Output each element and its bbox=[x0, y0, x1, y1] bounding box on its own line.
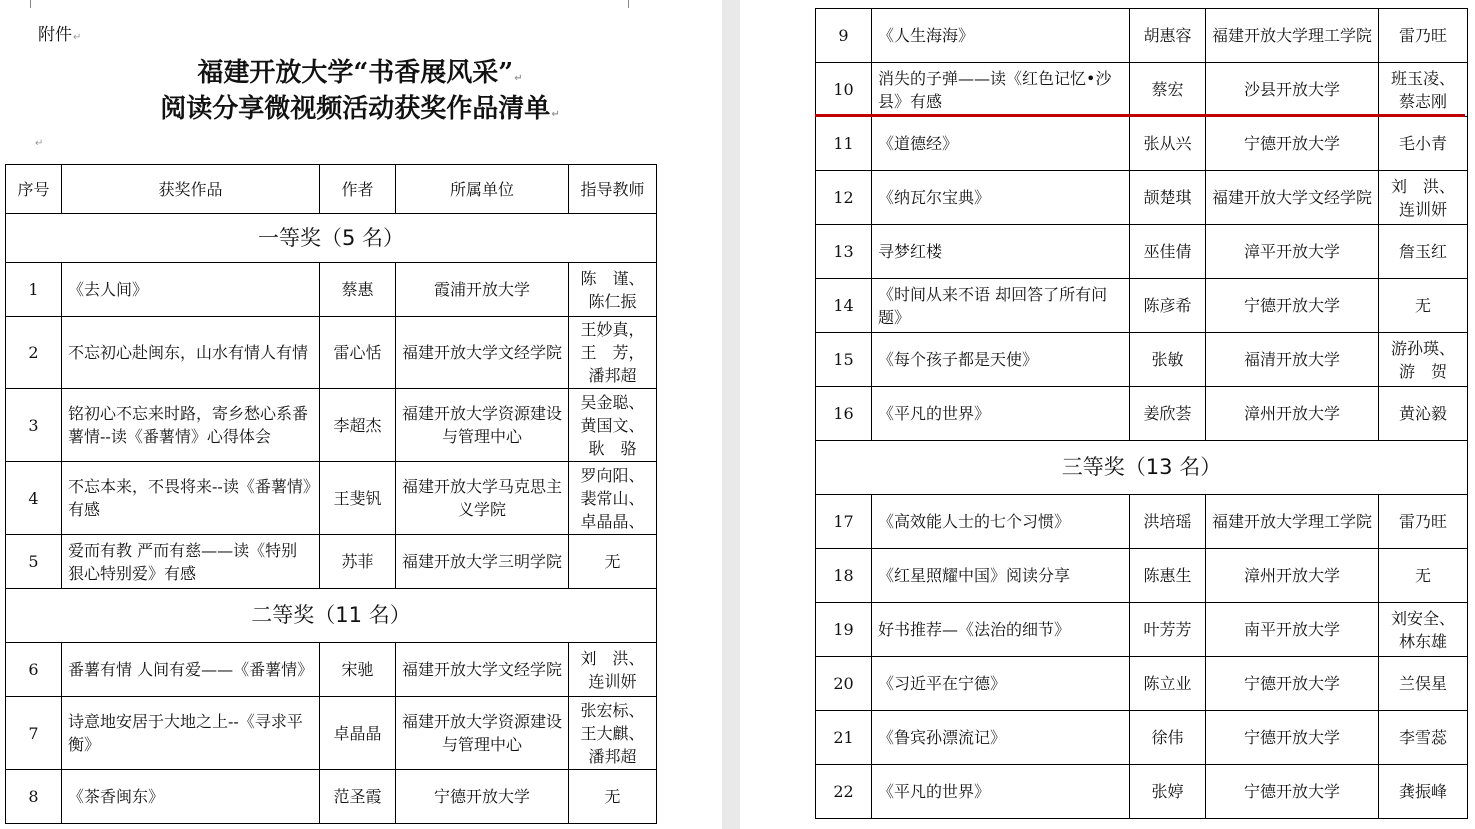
teacher-names: 班玉凌、蔡志刚 bbox=[1379, 63, 1468, 117]
teacher-names: 罗向阳、裴常山、卓晶晶、 bbox=[569, 462, 657, 535]
table-row bbox=[6, 317, 657, 389]
author-name: 胡惠容 bbox=[1130, 9, 1206, 63]
work-title: 《去人间》 bbox=[62, 263, 320, 317]
table-row bbox=[816, 225, 1468, 279]
work-title: 《茶香闽东》 bbox=[62, 770, 320, 824]
awards-table-left bbox=[5, 164, 657, 824]
author-name: 蔡惠 bbox=[320, 263, 396, 317]
teacher-names: 王妙真，王 芳，潘邦超 bbox=[569, 317, 657, 389]
teacher-names: 兰俣星 bbox=[1379, 657, 1468, 711]
row-number: 10 bbox=[816, 63, 872, 117]
author-name: 张从兴 bbox=[1130, 117, 1206, 171]
work-title: 《鲁宾孙漂流记》 bbox=[872, 711, 1130, 765]
author-name: 宋驰 bbox=[320, 643, 396, 697]
unit-name: 南平开放大学 bbox=[1206, 603, 1379, 657]
author-name: 洪培瑶 bbox=[1130, 495, 1206, 549]
author-name: 苏菲 bbox=[320, 535, 396, 589]
section-row-first-prize bbox=[6, 214, 657, 263]
author-name: 雷心恬 bbox=[320, 317, 396, 389]
author-name: 颉楚琪 bbox=[1130, 171, 1206, 225]
work-title: 寻梦红楼 bbox=[872, 225, 1130, 279]
unit-name: 宁德开放大学 bbox=[1206, 279, 1379, 333]
teacher-names: 游孙瑛、游 贺 bbox=[1379, 333, 1468, 387]
awards-table-right bbox=[815, 8, 1468, 819]
teacher-names: 龚振峰 bbox=[1379, 765, 1468, 819]
work-title: 《纳瓦尔宝典》 bbox=[872, 171, 1130, 225]
section-first-prize: 一等奖（5 名） bbox=[6, 214, 657, 263]
unit-name: 福建开放大学马克思主义学院 bbox=[396, 462, 569, 535]
author-name: 张敏 bbox=[1130, 333, 1206, 387]
row-number: 4 bbox=[6, 462, 62, 535]
table-row bbox=[816, 603, 1468, 657]
unit-name: 福建开放大学文经学院 bbox=[396, 317, 569, 389]
teacher-names: 无 bbox=[569, 770, 657, 824]
unit-name: 漳州开放大学 bbox=[1206, 549, 1379, 603]
unit-name: 福建开放大学文经学院 bbox=[1206, 171, 1379, 225]
work-title: 《每个孩子都是天使》 bbox=[872, 333, 1130, 387]
work-title: 《红星照耀中国》阅读分享 bbox=[872, 549, 1130, 603]
section-row-second-prize bbox=[6, 589, 657, 643]
unit-name: 福建开放大学资源建设与管理中心 bbox=[396, 697, 569, 770]
document-page-right bbox=[740, 0, 1475, 829]
unit-name: 福建开放大学文经学院 bbox=[396, 643, 569, 697]
row-number: 15 bbox=[816, 333, 872, 387]
table-row bbox=[816, 333, 1468, 387]
unit-name: 霞浦开放大学 bbox=[396, 263, 569, 317]
unit-name: 福建开放大学三明学院 bbox=[396, 535, 569, 589]
author-name: 陈立业 bbox=[1130, 657, 1206, 711]
unit-name: 宁德开放大学 bbox=[1206, 657, 1379, 711]
table-row bbox=[6, 643, 657, 697]
work-title: 《平凡的世界》 bbox=[872, 765, 1130, 819]
author-name: 叶芳芳 bbox=[1130, 603, 1206, 657]
teacher-names: 雷乃旺 bbox=[1379, 9, 1468, 63]
third-prize-rows bbox=[816, 495, 1468, 819]
row-number: 21 bbox=[816, 711, 872, 765]
unit-name: 宁德开放大学 bbox=[396, 770, 569, 824]
author-name: 蔡宏 bbox=[1130, 63, 1206, 117]
table-row bbox=[816, 171, 1468, 225]
work-title: 不忘本来，不畏将来--读《番薯情》有感 bbox=[62, 462, 320, 535]
author-name: 陈惠生 bbox=[1130, 549, 1206, 603]
row-number: 11 bbox=[816, 117, 872, 171]
row-number: 12 bbox=[816, 171, 872, 225]
row-number: 9 bbox=[816, 9, 872, 63]
section-third-prize: 三等奖（13 名） bbox=[816, 441, 1468, 495]
work-title: 《时间从来不语 却回答了所有问题》 bbox=[872, 279, 1130, 333]
table-row bbox=[6, 535, 657, 589]
table-header-row bbox=[6, 165, 657, 214]
work-title: 《人生海海》 bbox=[872, 9, 1130, 63]
page-corner-mark bbox=[628, 0, 637, 8]
teacher-names: 毛小青 bbox=[1379, 117, 1468, 171]
author-name: 陈彦希 bbox=[1130, 279, 1206, 333]
author-name: 范圣霞 bbox=[320, 770, 396, 824]
unit-name: 漳平开放大学 bbox=[1206, 225, 1379, 279]
teacher-names: 无 bbox=[1379, 549, 1468, 603]
row-number: 2 bbox=[6, 317, 62, 389]
teacher-names: 刘 洪、连训妍 bbox=[1379, 171, 1468, 225]
unit-name: 宁德开放大学 bbox=[1206, 117, 1379, 171]
work-title: 《平凡的世界》 bbox=[872, 387, 1130, 441]
unit-name: 福清开放大学 bbox=[1206, 333, 1379, 387]
table-row bbox=[816, 117, 1468, 171]
paragraph-mark: ↵ bbox=[35, 138, 44, 149]
row-number: 13 bbox=[816, 225, 872, 279]
teacher-names: 刘 洪、连训妍 bbox=[569, 643, 657, 697]
teacher-names: 陈 谨、陈仁振 bbox=[569, 263, 657, 317]
table-row bbox=[6, 263, 657, 317]
author-name: 李超杰 bbox=[320, 389, 396, 462]
work-title: 爱而有教 严而有慈——读《特别狠心特别爱》有感 bbox=[62, 535, 320, 589]
work-title: 不忘初心赴闽东，山水有情人有情 bbox=[62, 317, 320, 389]
author-name: 张婷 bbox=[1130, 765, 1206, 819]
unit-name: 漳州开放大学 bbox=[1206, 387, 1379, 441]
work-title: 番薯有情 人间有爱——《番薯情》 bbox=[62, 643, 320, 697]
table-row bbox=[6, 697, 657, 770]
row-number: 20 bbox=[816, 657, 872, 711]
row-number: 14 bbox=[816, 279, 872, 333]
red-cursor-line bbox=[815, 114, 1465, 117]
table-row bbox=[816, 279, 1468, 333]
author-name: 姜欣荟 bbox=[1130, 387, 1206, 441]
page-corner-mark bbox=[22, 0, 31, 8]
table-row bbox=[816, 9, 1468, 63]
author-name: 巫佳倩 bbox=[1130, 225, 1206, 279]
row-number: 22 bbox=[816, 765, 872, 819]
unit-name: 福建开放大学理工学院 bbox=[1206, 9, 1379, 63]
table-row bbox=[816, 765, 1468, 819]
table-row bbox=[816, 549, 1468, 603]
table-row bbox=[816, 63, 1468, 117]
row-number: 17 bbox=[816, 495, 872, 549]
second-prize-rows-continued bbox=[816, 9, 1468, 441]
teacher-names: 詹玉红 bbox=[1379, 225, 1468, 279]
work-title: 诗意地安居于大地之上--《寻求平衡》 bbox=[62, 697, 320, 770]
work-title: 铭初心不忘来时路，寄乡愁心系番薯情--读《番薯情》心得体会 bbox=[62, 389, 320, 462]
header-author: 作者 bbox=[320, 165, 396, 214]
first-prize-rows bbox=[6, 263, 657, 589]
author-name: 卓晶晶 bbox=[320, 697, 396, 770]
teacher-names: 无 bbox=[1379, 279, 1468, 333]
table-row bbox=[816, 711, 1468, 765]
table-row bbox=[816, 657, 1468, 711]
second-prize-rows bbox=[6, 643, 657, 824]
header-work: 获奖作品 bbox=[62, 165, 320, 214]
row-number: 3 bbox=[6, 389, 62, 462]
header-unit: 所属单位 bbox=[396, 165, 569, 214]
unit-name: 福建开放大学资源建设与管理中心 bbox=[396, 389, 569, 462]
document-title-line-1: 福建开放大学“书香展风采”↵ bbox=[197, 58, 523, 88]
teacher-names: 雷乃旺 bbox=[1379, 495, 1468, 549]
table-row bbox=[816, 387, 1468, 441]
document-title-line-2: 阅读分享微视频活动获奖作品清单↵ bbox=[160, 94, 560, 124]
author-name: 徐伟 bbox=[1130, 711, 1206, 765]
teacher-names: 刘安全、林东雄 bbox=[1379, 603, 1468, 657]
teacher-names: 李雪蕊 bbox=[1379, 711, 1468, 765]
work-title: 好书推荐—《法治的细节》 bbox=[872, 603, 1130, 657]
attachment-label: 附件↵ bbox=[38, 25, 82, 45]
unit-name: 沙县开放大学 bbox=[1206, 63, 1379, 117]
row-number: 18 bbox=[816, 549, 872, 603]
section-second-prize: 二等奖（11 名） bbox=[6, 589, 657, 643]
header-teacher: 指导教师 bbox=[569, 165, 657, 214]
row-number: 16 bbox=[816, 387, 872, 441]
section-row-third-prize bbox=[816, 441, 1468, 495]
author-name: 王斐钒 bbox=[320, 462, 396, 535]
teacher-names: 张宏标、王大麒、潘邦超 bbox=[569, 697, 657, 770]
work-title: 消失的子弹——读《红色记忆•沙县》有感 bbox=[872, 63, 1130, 117]
teacher-names: 无 bbox=[569, 535, 657, 589]
table-row bbox=[6, 462, 657, 535]
work-title: 《高效能人士的七个习惯》 bbox=[872, 495, 1130, 549]
unit-name: 宁德开放大学 bbox=[1206, 711, 1379, 765]
row-number: 8 bbox=[6, 770, 62, 824]
row-number: 5 bbox=[6, 535, 62, 589]
unit-name: 宁德开放大学 bbox=[1206, 765, 1379, 819]
work-title: 《习近平在宁德》 bbox=[872, 657, 1130, 711]
row-number: 7 bbox=[6, 697, 62, 770]
row-number: 6 bbox=[6, 643, 62, 697]
header-no: 序号 bbox=[6, 165, 62, 214]
row-number: 1 bbox=[6, 263, 62, 317]
teacher-names: 吴金聪、黄国文、耿 骆 bbox=[569, 389, 657, 462]
table-row bbox=[6, 770, 657, 824]
work-title: 《道德经》 bbox=[872, 117, 1130, 171]
document-page-left bbox=[0, 0, 722, 829]
row-number: 19 bbox=[816, 603, 872, 657]
table-row bbox=[6, 389, 657, 462]
unit-name: 福建开放大学理工学院 bbox=[1206, 495, 1379, 549]
table-row bbox=[816, 495, 1468, 549]
teacher-names: 黄沁毅 bbox=[1379, 387, 1468, 441]
